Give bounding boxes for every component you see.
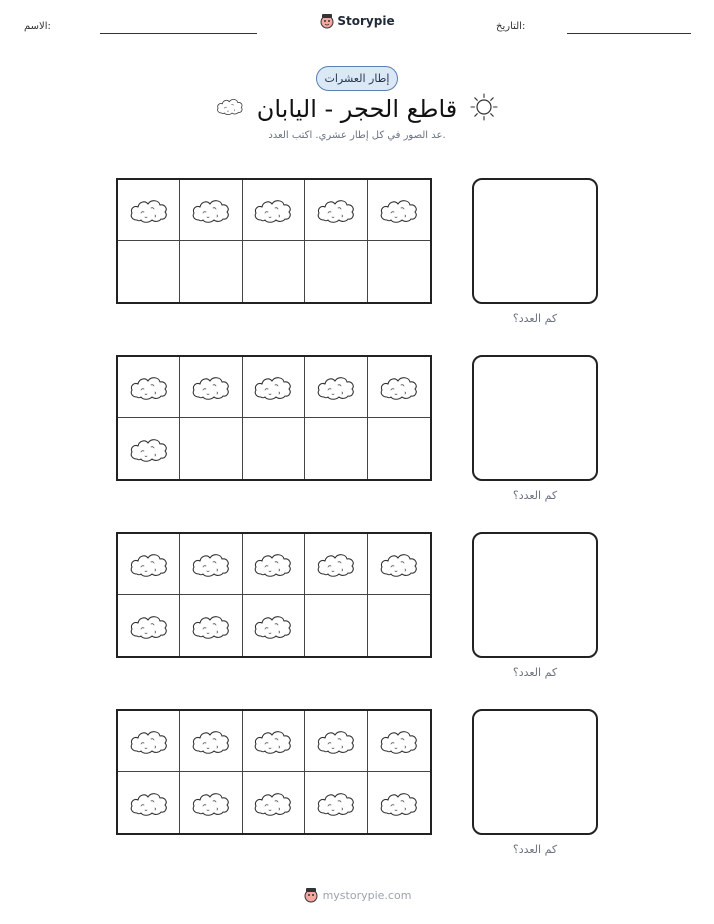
frame-cell: [305, 772, 367, 833]
cloud-icon: [129, 372, 169, 402]
cloud-icon: [379, 195, 419, 225]
brand-logo: [0, 12, 714, 33]
frame-cell: [243, 180, 305, 241]
frame-cell: [118, 241, 180, 302]
cloud-icon: [379, 549, 419, 579]
name-label: الاسم:: [24, 21, 51, 32]
frame-cell: [243, 241, 305, 302]
frame-cell: [243, 772, 305, 833]
frame-cell: [305, 241, 367, 302]
cloud-icon: [191, 726, 231, 756]
cloud-icon: [253, 372, 293, 402]
frame-cell: [368, 595, 430, 656]
cloud-icon: [379, 726, 419, 756]
frame-cell: [305, 418, 367, 479]
sun-icon: [470, 93, 498, 121]
frame-cell: [118, 772, 180, 833]
ten-frame-3: [116, 532, 432, 658]
cloud-icon: [316, 549, 356, 579]
answer-box-1[interactable]: [472, 178, 598, 304]
frame-cell: [243, 357, 305, 418]
prompt-3: كم العدد؟: [512, 666, 558, 679]
frame-cell: [118, 595, 180, 656]
cloud-icon: [316, 788, 356, 818]
footer: [0, 886, 714, 907]
cloud-icon: [191, 788, 231, 818]
cloud-icon: [379, 372, 419, 402]
cloud-icon: [191, 372, 231, 402]
ten-frame-4: [116, 709, 432, 835]
frame-cell: [180, 711, 242, 772]
frame-cell: [243, 711, 305, 772]
mascot-icon: [303, 886, 319, 904]
cloud-icon: [379, 788, 419, 818]
frame-cell: [305, 534, 367, 595]
frame-cell: [118, 357, 180, 418]
frame-cell: [368, 772, 430, 833]
footer-url: mystorypie.com: [322, 888, 412, 902]
cloud-icon: [129, 434, 169, 464]
date-field[interactable]: [567, 33, 691, 34]
page-title: قاطع الحجر - اليابان: [256, 95, 458, 123]
cloud-icon: [316, 195, 356, 225]
cloud-icon: [316, 726, 356, 756]
cloud-icon: [191, 549, 231, 579]
answer-box-2[interactable]: [472, 355, 598, 481]
frame-cell: [368, 418, 430, 479]
frame-cell: [118, 418, 180, 479]
brand-name: Storypie: [337, 14, 395, 28]
answer-box-3[interactable]: [472, 532, 598, 658]
frame-cell: [180, 534, 242, 595]
prompt-4: كم العدد؟: [512, 843, 558, 856]
ten-frame-1: [116, 178, 432, 304]
frame-cell: [305, 595, 367, 656]
frame-cell: [305, 711, 367, 772]
frame-cell: [368, 180, 430, 241]
frame-cell: [180, 772, 242, 833]
cloud-icon: [316, 372, 356, 402]
instructions: عد الصور في كل إطار عشري. اكتب العدد.: [268, 130, 446, 141]
cloud-icon: [129, 788, 169, 818]
frame-cell: [243, 595, 305, 656]
ten-frame-2: [116, 355, 432, 481]
prompt-1: كم العدد؟: [512, 312, 558, 325]
cloud-icon: [129, 549, 169, 579]
cloud-icon: [253, 726, 293, 756]
frame-cell: [243, 534, 305, 595]
prompt-2: كم العدد؟: [512, 489, 558, 502]
cloud-icon: [129, 611, 169, 641]
frame-cell: [243, 418, 305, 479]
cloud-icon: [191, 195, 231, 225]
frame-cell: [368, 241, 430, 302]
date-label: التاريخ:: [496, 21, 526, 32]
frame-cell: [368, 357, 430, 418]
mascot-icon: [319, 12, 335, 30]
worksheet-badge: إطار العشرات: [316, 66, 398, 91]
cloud-icon: [253, 549, 293, 579]
frame-cell: [118, 711, 180, 772]
frame-cell: [180, 357, 242, 418]
frame-cell: [180, 595, 242, 656]
cloud-icon: [253, 788, 293, 818]
frame-cell: [305, 357, 367, 418]
frame-cell: [368, 534, 430, 595]
frame-cell: [180, 418, 242, 479]
cloud-icon: [129, 195, 169, 225]
frame-cell: [180, 241, 242, 302]
name-field[interactable]: [100, 33, 257, 34]
frame-cell: [180, 180, 242, 241]
cloud-icon: [253, 195, 293, 225]
cloud-icon: [253, 611, 293, 641]
frame-cell: [368, 711, 430, 772]
answer-box-4[interactable]: [472, 709, 598, 835]
frame-cell: [118, 534, 180, 595]
frame-cell: [118, 180, 180, 241]
cloud-icon: [191, 611, 231, 641]
frame-cell: [305, 180, 367, 241]
cloud-icon: [129, 726, 169, 756]
